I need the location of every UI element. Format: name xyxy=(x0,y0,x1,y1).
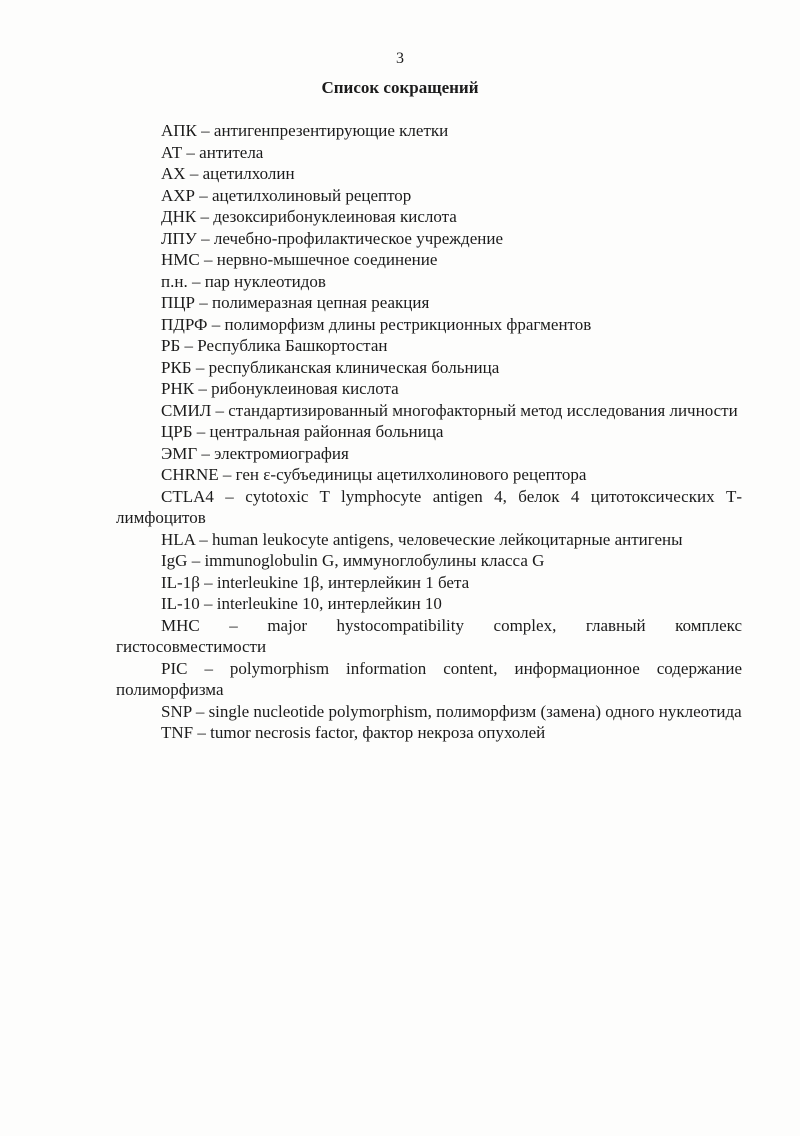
abbreviation-entry xyxy=(116,335,742,357)
abbreviation-description: interleukine 10, интерлейкин 10 xyxy=(216,594,442,613)
abbreviation-term: РБ xyxy=(161,336,181,355)
abbreviation-description: рибонуклеиновая кислота xyxy=(211,379,399,398)
separator: – xyxy=(195,701,205,721)
abbreviation-entry xyxy=(116,185,742,207)
abbreviation-description: ацетилхолиновый рецептор xyxy=(212,185,412,205)
abbreviation-list xyxy=(116,120,742,744)
abbreviation-description: ген ε-субъединицы ацетилхолинового рецептора xyxy=(235,465,587,484)
abbreviation-term: АХР xyxy=(161,185,196,205)
separator: – xyxy=(222,465,232,484)
separator: – xyxy=(225,486,234,506)
abbreviation-entry xyxy=(116,314,742,336)
abbreviation-term: НМС xyxy=(161,250,200,269)
abbreviation-description: республиканская клиническая больница xyxy=(208,357,500,377)
abbreviation-description: cytotoxic T lymphocyte antigen 4, белок 4 цитотоксических Т-лимфоцитов xyxy=(116,486,743,527)
abbreviation-description: polymorphism information content, информационное содержание полиморфизма xyxy=(116,658,743,699)
separator: – xyxy=(195,357,205,377)
abbreviation-entry xyxy=(116,400,742,422)
separator: – xyxy=(199,529,208,549)
abbreviation-description: стандартизированный многофакторный метод исследования личности xyxy=(228,400,738,420)
abbreviation-entry xyxy=(116,357,742,379)
abbreviation-term: ДНК xyxy=(161,207,197,226)
separator: – xyxy=(203,250,213,269)
abbreviation-term: ЭМГ xyxy=(161,443,198,463)
separator: – xyxy=(211,314,221,334)
abbreviation-term: п.н. xyxy=(161,271,188,291)
abbreviation-term: CHRNE xyxy=(161,465,219,484)
separator: – xyxy=(191,271,201,291)
separator: – xyxy=(201,228,210,248)
abbreviation-entry xyxy=(116,529,742,551)
abbreviation-entry xyxy=(116,228,742,250)
separator: – xyxy=(197,723,206,742)
separator: – xyxy=(199,185,208,205)
abbreviation-description: полиморфизм длины рестрикционных фрагментов xyxy=(224,314,592,334)
abbreviation-term: ПДРФ xyxy=(161,314,208,334)
separator: – xyxy=(215,400,225,420)
abbreviation-term: ЛПУ xyxy=(161,228,197,248)
abbreviation-entry xyxy=(116,486,742,529)
separator: – xyxy=(229,615,238,635)
separator: – xyxy=(200,207,209,226)
abbreviation-entry xyxy=(116,120,742,142)
abbreviation-entry xyxy=(116,443,742,465)
abbreviation-entry xyxy=(116,292,742,314)
abbreviation-term: РКБ xyxy=(161,357,192,377)
abbreviation-description: дезоксирибонуклеиновая кислота xyxy=(213,207,457,226)
abbreviation-description: tumor necrosis factor, фактор некроза опухолей xyxy=(210,723,546,742)
abbreviation-entry xyxy=(116,249,742,271)
separator: – xyxy=(204,658,213,678)
abbreviation-description: антигенпрезентирующие клетки xyxy=(213,121,449,140)
separator: – xyxy=(186,142,195,162)
abbreviation-entry xyxy=(116,142,742,164)
page-number: 3 xyxy=(396,50,404,67)
abbreviation-term: IL-10 xyxy=(161,594,200,613)
separator: – xyxy=(204,572,213,592)
abbreviation-term: ЦРБ xyxy=(161,422,193,441)
separator: – xyxy=(189,164,199,183)
abbreviation-entry xyxy=(116,593,742,615)
separator: – xyxy=(184,336,193,355)
abbreviation-description: single nucleotide polymorphism, полиморфизм (замена) одного нуклеотида xyxy=(208,701,742,721)
abbreviation-description: антитела xyxy=(199,142,264,162)
separator: – xyxy=(196,422,206,441)
abbreviation-description: полимеразная цепная реакция xyxy=(212,293,430,312)
page-title: Список сокращений xyxy=(321,78,479,97)
abbreviation-description: ацетилхолин xyxy=(202,164,295,183)
separator: – xyxy=(201,121,210,140)
separator: – xyxy=(201,443,210,463)
separator: – xyxy=(198,379,207,398)
abbreviation-term: РНК xyxy=(161,379,195,398)
abbreviation-description: interleukine 1β, интерлейкин 1 бета xyxy=(216,572,470,592)
abbreviation-entry xyxy=(116,464,742,486)
abbreviation-term: СМИЛ xyxy=(161,400,212,420)
abbreviation-entry xyxy=(116,378,742,400)
abbreviation-entry xyxy=(116,722,742,744)
abbreviation-entry xyxy=(116,658,742,701)
separator: – xyxy=(191,551,201,570)
abbreviation-term: MHC xyxy=(161,615,200,635)
abbreviation-term: ПЦР xyxy=(161,293,196,312)
abbreviation-term: PIC xyxy=(161,658,188,678)
abbreviation-description: major hystocompatibility complex, главный комплекс гистосовместимости xyxy=(116,615,743,656)
abbreviation-term: SNP xyxy=(161,701,192,721)
abbreviation-term: IgG xyxy=(161,551,188,570)
abbreviation-description: центральная районная больница xyxy=(209,422,444,441)
abbreviation-term: АТ xyxy=(161,142,183,162)
abbreviation-entry xyxy=(116,271,742,293)
abbreviation-term: HLA xyxy=(161,529,195,549)
abbreviation-description: пар нуклеотидов xyxy=(204,271,326,291)
abbreviation-description: Республика Башкортостан xyxy=(197,336,388,355)
abbreviation-entry xyxy=(116,615,742,658)
abbreviation-description: immunoglobulin G, иммуноглобулины класса G xyxy=(204,551,545,570)
abbreviation-term: АХ xyxy=(161,164,186,183)
abbreviation-term: TNF xyxy=(161,723,194,742)
separator: – xyxy=(199,293,208,312)
abbreviation-description: human leukocyte antigens, человеческие лейкоцитарные антигены xyxy=(212,529,683,549)
abbreviation-entry xyxy=(116,701,742,723)
abbreviation-entry xyxy=(116,421,742,443)
abbreviation-entry xyxy=(116,163,742,185)
abbreviation-entry xyxy=(116,550,742,572)
abbreviation-entry xyxy=(116,572,742,594)
abbreviation-description: электромиография xyxy=(214,443,349,463)
abbreviation-description: нервно-мышечное соединение xyxy=(216,250,438,269)
abbreviation-term: АПК xyxy=(161,121,197,140)
abbreviation-description: лечебно-профилактическое учреждение xyxy=(213,228,503,248)
abbreviation-term: IL-1β xyxy=(161,572,200,592)
abbreviation-term: CTLA4 xyxy=(161,486,214,506)
separator: – xyxy=(203,594,213,613)
abbreviation-entry xyxy=(116,206,742,228)
